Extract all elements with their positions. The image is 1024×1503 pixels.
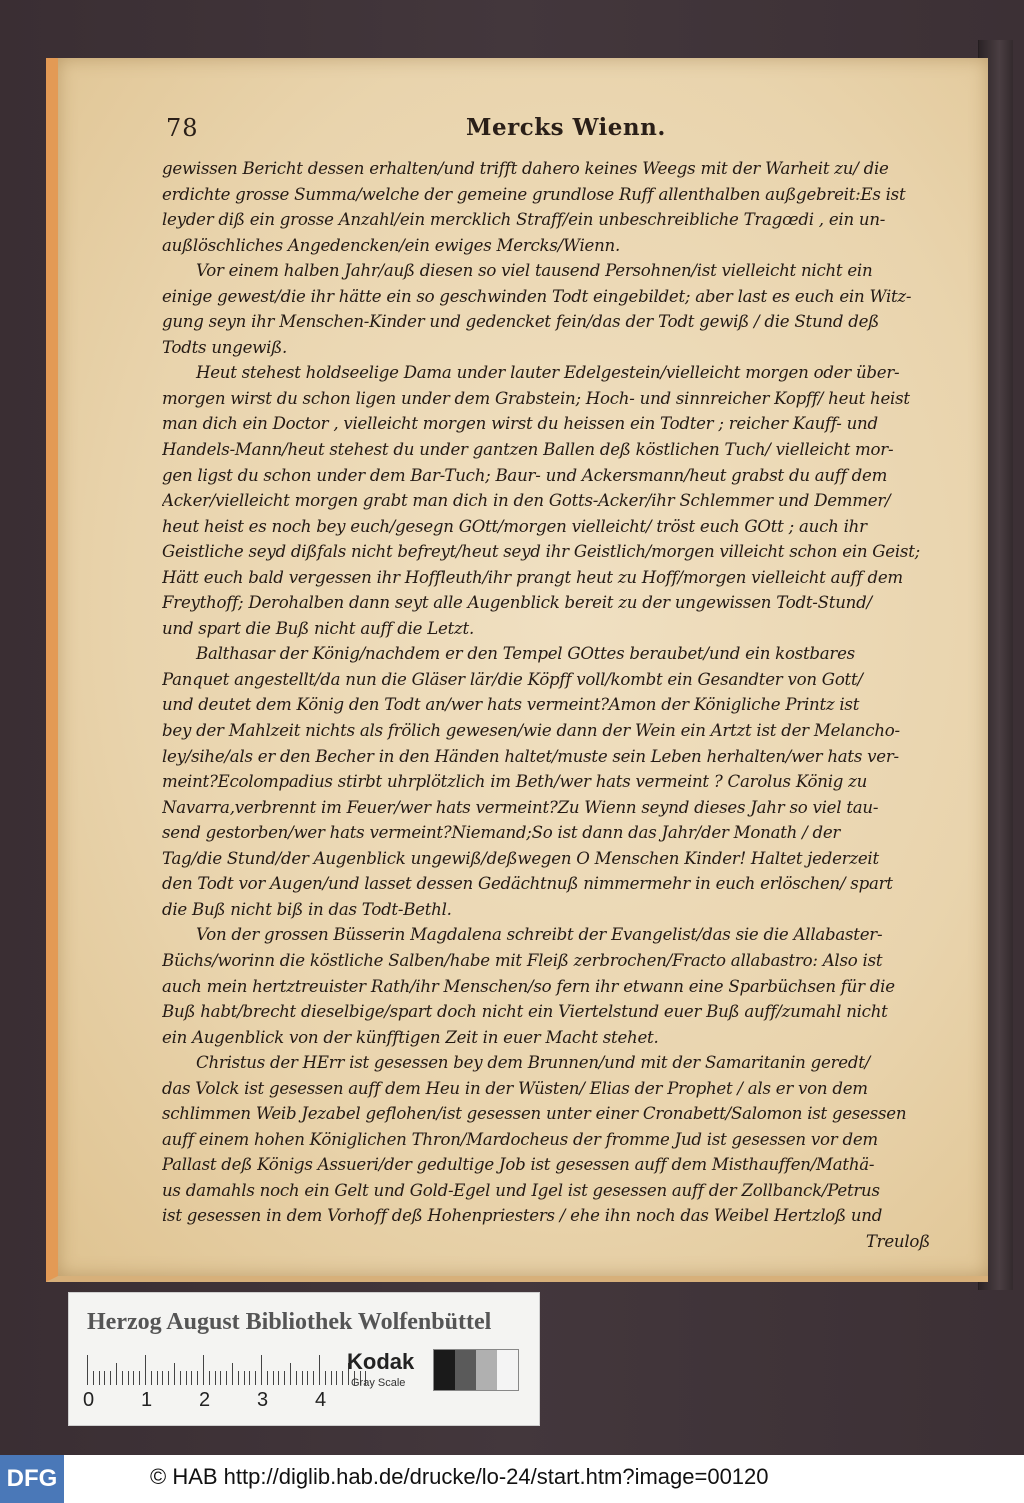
text-line: gung seyn ihr Menschen-Kinder und gedencket fein/das der Todt gewiß / die Stund deß <box>162 312 879 332</box>
ruler-tick <box>313 1371 314 1385</box>
gray-swatch <box>434 1350 455 1390</box>
page-text <box>162 156 934 1255</box>
ruler-tick <box>87 1355 88 1385</box>
ruler-tick <box>122 1371 123 1385</box>
ruler-tick <box>162 1371 163 1385</box>
credit-link[interactable]: © HAB http://diglib.hab.de/drucke/lo-24/start.htm?image=00120 <box>150 1464 769 1489</box>
ruler-tick <box>302 1371 303 1385</box>
footer-bar <box>0 1455 1024 1503</box>
text-line: außlöschliches Angedencken/ein ewiges Mercks/Wienn. <box>162 235 620 255</box>
ruler-tick <box>319 1355 320 1385</box>
ruler-tick <box>220 1371 221 1385</box>
ruler-tick <box>139 1371 140 1385</box>
ruler-tick <box>226 1371 227 1385</box>
ruler-tick <box>296 1371 297 1385</box>
library-name: Herzog August Bibliothek Wolfenbüttel <box>87 1309 492 1335</box>
text-line: ist gesessen in dem Vorhoff deß Hohenpriesters / ehe ihn noch das Weibel Hertzloß und <box>162 1206 883 1226</box>
ruler-tick <box>249 1371 250 1385</box>
ruler-digit: 3 <box>257 1389 269 1411</box>
text-line: schlimmen Weib Jezabel geflohen/ist gesessen unter einer Cronabett/Salomon ist gesessen <box>162 1104 907 1124</box>
ruler-tick <box>93 1371 94 1385</box>
ruler-tick <box>145 1355 146 1385</box>
ruler-tick <box>238 1371 239 1385</box>
catchword: Treuloß <box>865 1231 930 1251</box>
ruler-tick <box>325 1371 326 1385</box>
scale-ruler <box>87 1351 337 1385</box>
text-line: Vor einem halben Jahr/auß diesen so viel tausend Persohnen/ist vielleicht nicht ein <box>196 261 873 281</box>
ruler-tick <box>174 1363 175 1385</box>
page-number: 78 <box>166 114 199 142</box>
ruler-tick <box>104 1371 105 1385</box>
gray-swatch <box>476 1350 497 1390</box>
text-line: bey der Mahlzeit nichts als frölich gewesen/wie dann der Wein ein Artzt ist der Melancho- <box>162 721 900 741</box>
ruler-tick <box>151 1371 152 1385</box>
text-line: Hätt euch bald vergessen ihr Hoffleuth/ihr prangt heut zu Hoff/morgen vielleicht auff dem <box>162 567 903 587</box>
ruler-digit: 1 <box>141 1389 153 1411</box>
text-line: us damahls noch ein Gelt und Gold-Egel und Igel ist gesessen auff der Zollbanck/Petrus <box>162 1180 880 1200</box>
ruler-tick <box>232 1363 233 1385</box>
ruler-tick <box>331 1371 332 1385</box>
text-line: auff einem hohen Königlichen Thron/Mardocheus der fromme Jud ist gesessen vor dem <box>162 1129 878 1149</box>
gray-scale-label: Gray Scale <box>351 1377 406 1389</box>
text-line: Tag/die Stund/der Augenblick ungewiß/deßwegen O Menschen Kinder! Haltet jederzeit <box>162 848 879 868</box>
text-line: Von der grossen Büsserin Magdalena schreibt der Evangelist/das sie die Allabaster- <box>196 925 883 945</box>
text-line: Büchs/worinn die köstliche Salben/habe mit Fleiß zerbrochen/Fracto allabastro: Also ist <box>162 950 883 970</box>
text-line: auch mein hertztreuister Rath/ihr Menschen/so fern ihr etwann eine Sparbüchsen für die <box>162 976 895 996</box>
ruler-tick <box>336 1371 337 1385</box>
ruler-tick <box>244 1371 245 1385</box>
ruler-tick <box>168 1371 169 1385</box>
running-title: Mercks Wienn. <box>466 114 666 141</box>
text-line: Freythoff; Derohalben dann seyt alle Augenblick bereit zu der ungewissen Todt-Stund/ <box>162 593 872 613</box>
ruler-tick <box>290 1363 291 1385</box>
library-label <box>68 1292 540 1426</box>
text-line: ley/sihe/als er den Becher in den Händen haltet/muste sein Leben herhalten/wer hats ver- <box>162 746 899 766</box>
text-line: meint?Ecolompadius stirbt uhrplötzlich im Beth/wer hats vermeint ? Carolus König zu <box>162 772 868 792</box>
ruler-tick <box>116 1363 117 1385</box>
ruler-tick <box>99 1371 100 1385</box>
text-line: heut heist es noch bey euch/gesegn GOtt/morgen vielleicht/ tröst euch GOtt ; auch ihr <box>162 516 867 536</box>
text-line: morgen wirst du schon ligen under dem Grabstein; Hoch- und sinnreicher Kopff/ heut heist <box>162 388 910 408</box>
ruler-tick <box>197 1371 198 1385</box>
ruler-tick <box>128 1371 129 1385</box>
dfg-logo-icon: DFG <box>0 1455 64 1503</box>
ruler-tick <box>261 1355 262 1385</box>
text-line: Christus der HErr ist gesessen bey dem Brunnen/und mit der Samaritanin geredt/ <box>196 1053 870 1073</box>
text-line: Acker/vielleicht morgen grabt man dich in den Gotts-Acker/ihr Schlemmer und Demmer/ <box>162 491 891 511</box>
text-line: Todts ungewiß. <box>162 337 288 357</box>
ruler-tick <box>191 1371 192 1385</box>
ruler-tick <box>267 1371 268 1385</box>
text-line: ein Augenblick von der künfftigen Zeit in euer Macht stehet. <box>162 1027 659 1047</box>
ruler-tick <box>307 1371 308 1385</box>
ruler-digit: 4 <box>315 1389 327 1411</box>
ruler-tick <box>209 1371 210 1385</box>
kodak-logo: Kodak <box>347 1349 415 1374</box>
text-line: Navarra,verbrennt im Feuer/wer hats vermeint?Zu Wienn seynd dieses Jahr so viel tau- <box>162 797 879 817</box>
ruler-tick <box>180 1371 181 1385</box>
book-page <box>46 58 988 1282</box>
text-line: und spart die Buß nicht auff die Letzt. <box>162 618 474 638</box>
text-line: gen ligst du schon under dem Bar-Tuch; Baur- und Ackersmann/heut grabst du auff dem <box>162 465 888 485</box>
text-line: und deutet dem König den Todt an/wer hats vermeint?Amon der Königliche Printz ist <box>162 695 860 715</box>
text-line: Handels-Mann/heut stehest du under gantzen Ballen deß köstlichen Tuch/ vielleicht mor- <box>162 440 894 460</box>
ruler-tick <box>133 1371 134 1385</box>
text-line: einige gewest/die ihr hätte ein so geschwinden Todt eingebildet; aber last es euch ein Witz- <box>162 286 912 306</box>
gray-swatch <box>497 1350 518 1390</box>
ruler-tick <box>215 1371 216 1385</box>
text-line: Geistliche seyd dißfals nicht befreyt/heut seyd ihr Geistlich/morgen villeicht schon ein Geist; <box>162 542 920 562</box>
ruler-tick <box>203 1355 204 1385</box>
text-line: Balthasar der König/nachdem er den Tempel GOttes beraubet/und ein kostbares <box>196 644 855 664</box>
ruler-tick <box>278 1371 279 1385</box>
text-line: send gestorben/wer hats vermeint?Niemand;So ist dann das Jahr/der Monath / der <box>162 823 841 843</box>
text-line: die Buß nicht biß in das Todt-Bethl. <box>162 899 452 919</box>
text-line: Buß habt/brecht dieselbige/spart doch nicht ein Viertelstund euer Buß auff/zumahl nicht <box>162 1002 888 1022</box>
text-line: man dich ein Doctor , vielleicht morgen wirst du heissen ein Todter ; reicher Kauff- und <box>162 414 878 434</box>
text-line: das Volck ist gesessen auff dem Heu in der Wüsten/ Elias der Prophet / als er von dem <box>162 1078 868 1098</box>
ruler-digit: 2 <box>199 1389 211 1411</box>
ruler-tick <box>255 1371 256 1385</box>
ruler-tick <box>342 1371 343 1385</box>
text-line: den Todt vor Augen/und lasset dessen Gedächtnuß nimmermehr in euch erlöschen/ spart <box>162 874 893 894</box>
gray-swatch <box>455 1350 476 1390</box>
gray-scale-swatches <box>433 1349 519 1391</box>
text-line: gewissen Bericht dessen erhalten/und trifft dahero keines Weegs mit der Warheit zu/ die <box>162 159 889 178</box>
text-line: Panquet angestellt/da nun die Gläser lär/die Köpff voll/kombt ein Gesandter von Gott/ <box>162 669 863 689</box>
page-header <box>166 112 926 146</box>
ruler-tick <box>110 1371 111 1385</box>
ruler-tick <box>157 1371 158 1385</box>
text-line: Heut stehest holdseelige Dama under lauter Edelgestein/vielleicht morgen oder über- <box>196 363 900 383</box>
ruler-tick <box>273 1371 274 1385</box>
ruler-tick <box>284 1371 285 1385</box>
ruler-digit: 0 <box>83 1389 95 1411</box>
text-line: erdichte grosse Summa/welche der gemeine grundlose Ruff allenthalben außgebreit:Es ist <box>162 184 906 204</box>
ruler-tick <box>186 1371 187 1385</box>
text-line: leyder diß ein grosse Anzahl/ein mercklich Straff/ein unbeschreibliche Tragœdi , ein un- <box>162 210 886 230</box>
text-line: Pallast deß Königs Assueri/der gedultige Job ist gesessen auff dem Misthauffen/Mathä- <box>162 1155 875 1175</box>
